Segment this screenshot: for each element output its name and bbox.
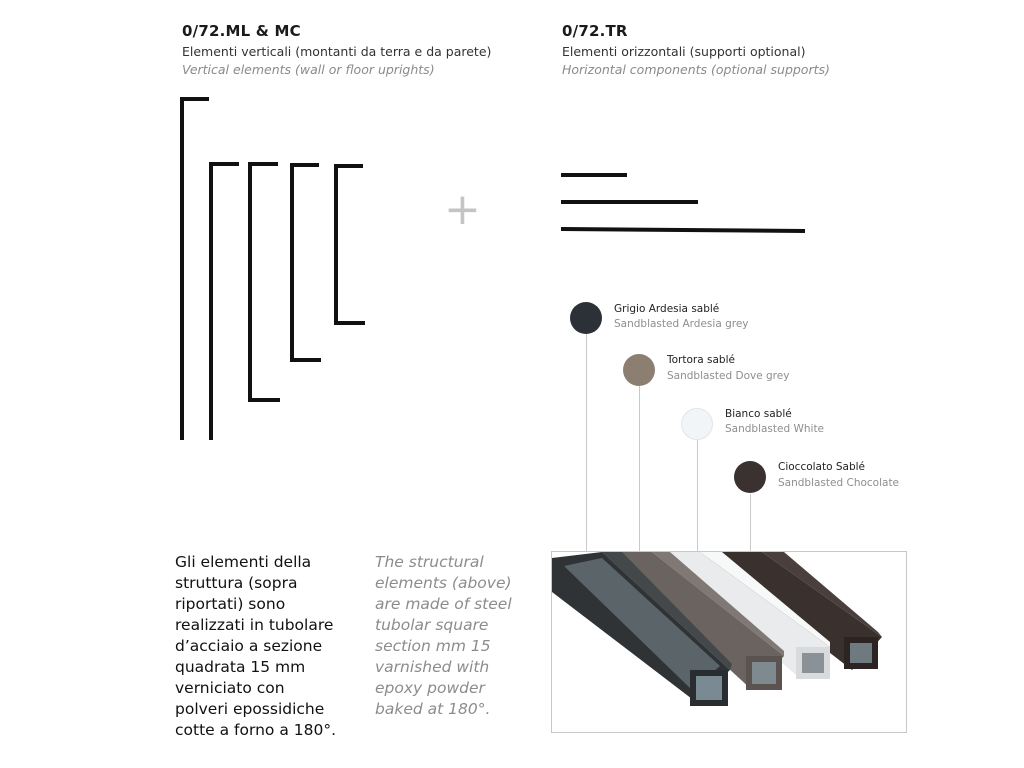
upright-wall-short [336, 166, 363, 323]
description-english-line: epoxy powder [375, 679, 485, 697]
description-italian [175, 552, 336, 741]
description-english-line: elements (above) [375, 574, 512, 592]
upright-wall-long [250, 164, 278, 400]
upright-wall-medium [292, 165, 319, 360]
description-italian-line: quadrata 15 mm [175, 658, 306, 676]
plus-symbol: + [444, 184, 481, 235]
finish-en-3: Sandblasted White [725, 423, 825, 435]
vertical-title-it: Elementi verticali (montanti da terra e da parete) [182, 44, 492, 59]
description-english-line: are made of steel [375, 595, 512, 613]
description-italian-line: d’acciaio a sezione [175, 637, 323, 655]
description-english-line: varnished with [375, 658, 490, 676]
horizontal-title-en: Horizontal components (optional supports) [562, 62, 830, 77]
description-italian-line: realizzati in tubolare [175, 616, 334, 634]
finish-name-3: Bianco sablé [725, 408, 792, 420]
finish-name-2: Tortora sablé [667, 354, 735, 366]
description-english [375, 552, 512, 720]
description-english-line: tubolar square [375, 616, 489, 634]
vertical-code: 0/72.ML & MC [182, 22, 301, 40]
horizontal-code: 0/72.TR [562, 22, 628, 40]
finish-name-1: Grigio Ardesia sablé [614, 303, 720, 315]
vertical-title-en: Vertical elements (wall or floor uprights) [182, 62, 435, 77]
finish-stem-3 [697, 440, 698, 552]
description-english-line: baked at 180°. [375, 700, 491, 718]
description-italian-line: polveri epossidiche [175, 700, 325, 718]
vertical-uprights-illustration [170, 90, 380, 450]
upright-floor [211, 164, 237, 438]
description-italian-line: riportati) sono [175, 595, 286, 613]
description-italian-line: verniciato con [175, 679, 285, 697]
swatch-ardesia-grey [570, 302, 602, 334]
finish-en-4: Sandblasted Chocolate [778, 477, 900, 489]
finish-stem-2 [639, 386, 640, 552]
support-long [563, 229, 803, 231]
description-english-line: The structural [375, 553, 484, 571]
description-italian-line: cotte a forno a 180°. [175, 721, 337, 739]
horizontal-supports-illustration [555, 165, 815, 240]
finish-name-4: Cioccolato Sablé [778, 461, 866, 473]
swatch-white [681, 408, 713, 440]
finish-en-1: Sandblasted Ardesia grey [614, 318, 749, 330]
finish-stem-4 [750, 494, 751, 552]
finish-en-2: Sandblasted Dove grey [667, 370, 790, 382]
description-italian-line: Gli elementi della [175, 553, 312, 571]
swatch-dove-grey [623, 354, 655, 386]
description-english-line: section mm 15 [375, 637, 491, 655]
finish-stem-1 [586, 332, 587, 552]
upright-floor-tall [182, 99, 207, 438]
horizontal-title-it: Elementi orizzontali (supporti optional) [562, 44, 806, 59]
tube-sections-photo [551, 551, 907, 733]
description-italian-line: struttura (sopra [175, 574, 298, 592]
swatch-chocolate [734, 461, 766, 493]
